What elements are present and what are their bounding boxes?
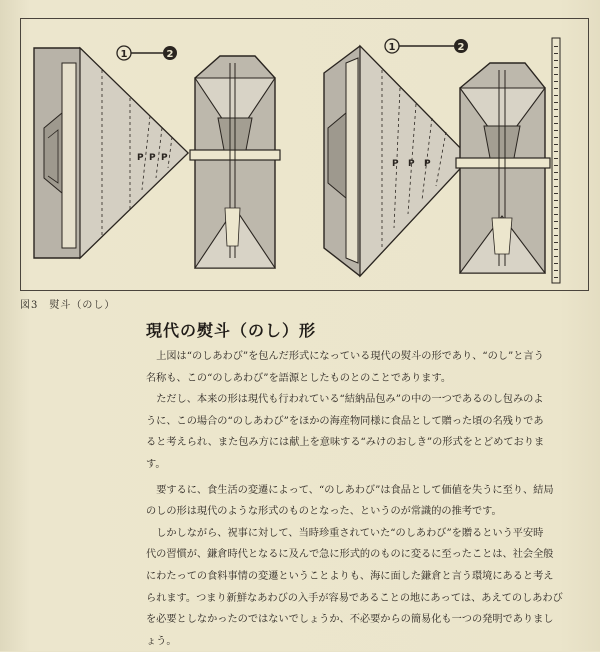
- noshi-folding-diagram: [20, 18, 589, 291]
- fold-mark-p: P: [161, 153, 168, 163]
- paragraph-line: を必要としなかったのではないでしょうか、不必要からの簡易化も一つの発明でありまし: [146, 614, 554, 626]
- paragraph-line: のしの形は現代のような形式のものとなった、というのが常識的の推考です。: [146, 506, 502, 518]
- paragraph-line: す。: [146, 458, 166, 470]
- paragraph-line: 代の習慣が、鎌倉時代となるに及んで急に形式的のものに変るに至ったことは、社会全般: [146, 549, 554, 561]
- fold-figure-1b: [190, 56, 280, 268]
- article-title: 現代の熨斗（のし）形: [146, 321, 317, 340]
- paragraph-line: にわたっての食料事情の変遷ということよりも、海に面した鎌倉と言う環境にあると考え: [146, 570, 554, 582]
- figure-caption: 図3 熨斗（のし）: [20, 300, 116, 311]
- fold-mark-p: P: [392, 159, 399, 169]
- paragraph-line: ると考えられ、また包み方には献上を意味する“みけのおしき”の形式をとどめておりま: [146, 437, 545, 449]
- paragraph-line: うに、この場合の“のしあわび”をほかの海産物同様に食品として贈った頃の名残りであ: [146, 415, 544, 427]
- paragraph-line: られます。つまり新鮮なあわびの入手が容易であることの地にあっては、あえてのしあわび: [146, 592, 563, 604]
- step-label-right: [385, 39, 468, 53]
- fold-mark-p: P: [408, 159, 415, 169]
- step-to-number: 2: [457, 42, 465, 53]
- article-body: [146, 346, 566, 652]
- fold-mark-p: P: [137, 153, 144, 163]
- paragraph-line: 上図は“のしあわび”を包んだ形式になっている現代の熨斗の形であり、“のし”と言う: [156, 351, 544, 362]
- paragraph-line: 要するに、食生活の変遷によって、“のしあわび”は食品として価値を失うに至り、結局: [156, 484, 554, 496]
- paragraph-line: しかしながら、祝事に対して、当時珍重されていた“のしあわび”を贈るという平安時: [156, 527, 544, 539]
- paragraph-line: ただし、本来の形は現代も行われている“結納品包み”の中の一つであるのし包みのよ: [156, 394, 544, 406]
- paragraph-line: 名称も、この“のしあわび”を語源としたものとのことであります。: [146, 372, 452, 384]
- fold-mark-p: P: [424, 159, 431, 169]
- fold-figure-2a: [324, 46, 470, 276]
- fold-figure-2b: [456, 63, 550, 273]
- step-label-left: [117, 46, 177, 60]
- step-from-number: 1: [388, 42, 396, 53]
- measuring-ruler: [552, 38, 560, 283]
- fold-figure-1a: [34, 48, 188, 258]
- fold-mark-p: P: [149, 153, 156, 163]
- paragraph-line: ょう。: [146, 635, 177, 647]
- step-from-number: 1: [120, 49, 128, 60]
- step-to-number: 2: [166, 49, 174, 60]
